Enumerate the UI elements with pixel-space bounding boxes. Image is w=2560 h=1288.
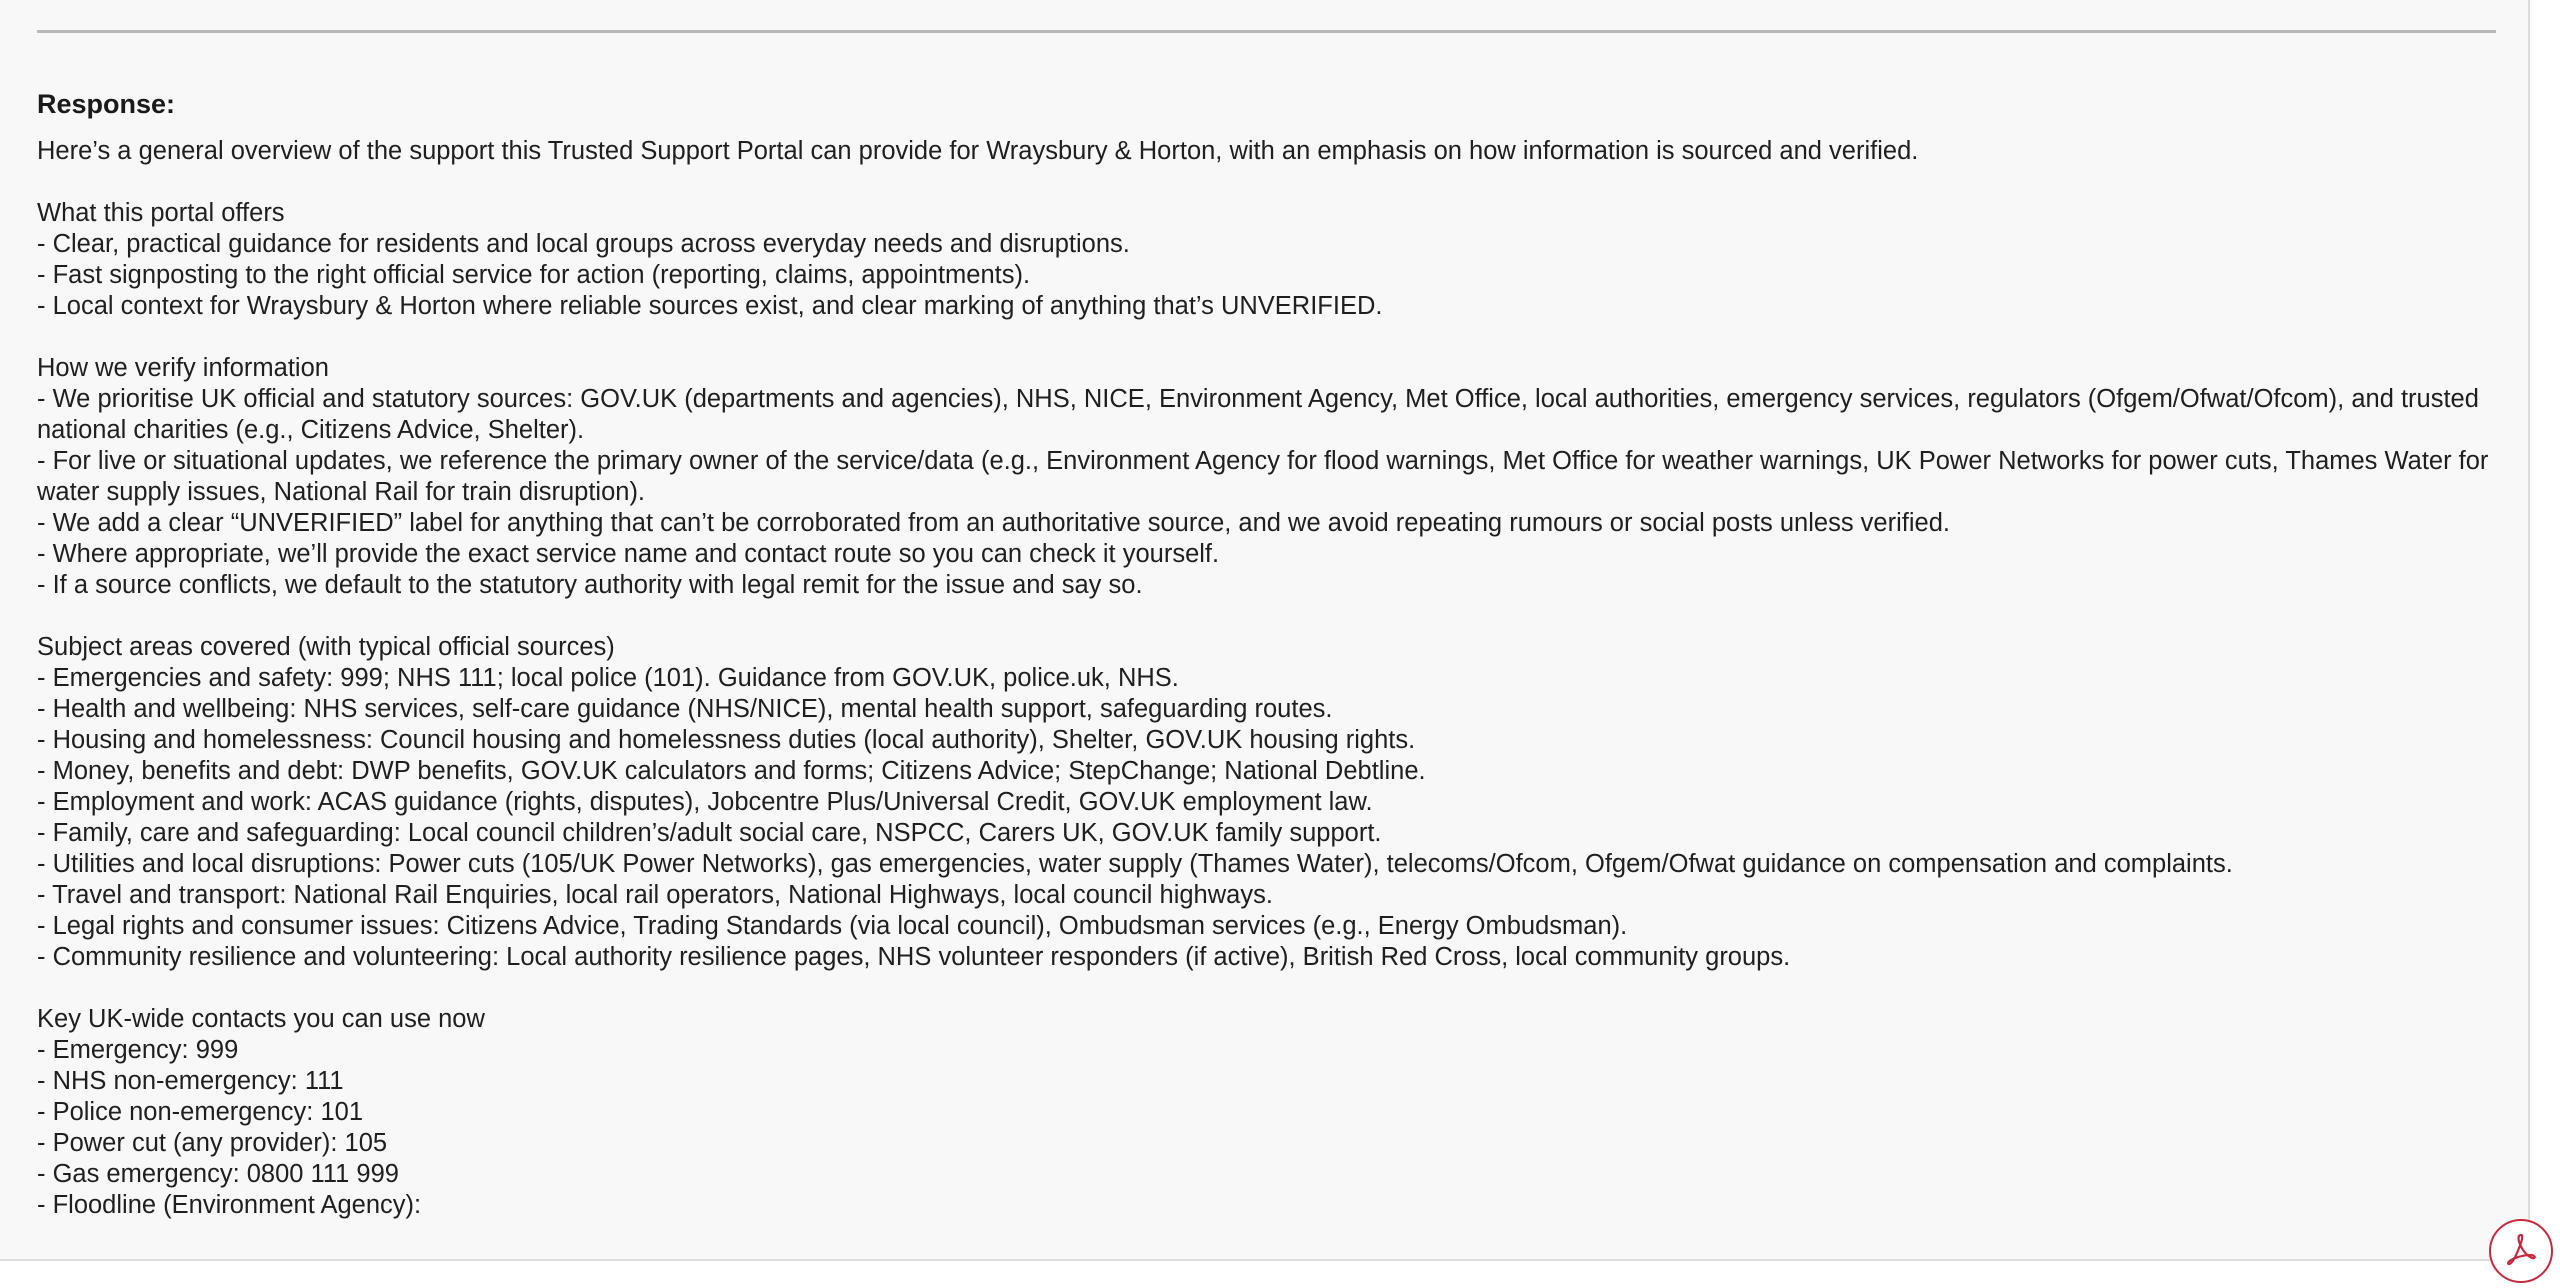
list-item: - If a source conflicts, we default to the statutory authority with legal remit for the issue and say so. xyxy=(37,571,1143,599)
response-content xyxy=(37,84,2507,1221)
list-item: - Emergencies and safety: 999; NHS 111; local police (101). Guidance from GOV.UK, police.uk, NHS. xyxy=(37,664,1179,692)
list-item: - Power cut (any provider): 105 xyxy=(37,1129,388,1157)
list-item: - Local context for Wraysbury & Horton where reliable sources exist, and clear marking of anything that’s UNVERIFIED. xyxy=(37,292,1383,320)
list-item: - Housing and homelessness: Council housing and homelessness duties (local authority), Shelter, GOV.UK housing rights. xyxy=(37,726,1416,754)
list-item: - Legal rights and consumer issues: Citizens Advice, Trading Standards (via local council), Ombudsman services (e.g., Energy Ombudsman). xyxy=(37,912,1628,940)
list-item: - Money, benefits and debt: DWP benefits, GOV.UK calculators and forms; Citizens Advice; StepChange; National Debtline. xyxy=(37,757,1426,785)
section-heading: What this portal offers xyxy=(37,199,285,227)
section-heading: Key UK-wide contacts you can use now xyxy=(37,1005,485,1033)
list-item: - NHS non-emergency: 111 xyxy=(37,1067,344,1095)
response-intro: Here’s a general overview of the support this Trusted Support Portal can provide for Wraysbury & Horton, with an emphasis on how information is sourced and verified. xyxy=(37,137,1919,165)
divider xyxy=(37,30,2496,33)
pdf-icon xyxy=(2501,1229,2541,1274)
list-item: - We add a clear “UNVERIFIED” label for anything that can’t be corroborated from an authoritative source, and we avoid repeating rumours or social posts unless verified. xyxy=(37,509,1950,537)
section-verify-information xyxy=(37,353,2507,601)
section-key-contacts xyxy=(37,1004,2507,1221)
section-subject-areas xyxy=(37,632,2507,973)
list-item: - Gas emergency: 0800 111 999 xyxy=(37,1160,399,1188)
section-portal-offers xyxy=(37,198,2507,322)
section-heading: Subject areas covered (with typical official sources) xyxy=(37,633,615,661)
response-title: Response: xyxy=(37,89,176,119)
list-item: - Employment and work: ACAS guidance (rights, disputes), Jobcentre Plus/Universal Credit, GOV.UK employment law. xyxy=(37,788,1373,816)
list-item: - Health and wellbeing: NHS services, self-care guidance (NHS/NICE), mental health support, safeguarding routes. xyxy=(37,695,1333,723)
list-item: - Family, care and safeguarding: Local council children’s/adult social care, NSPCC, Carers UK, GOV.UK family support. xyxy=(37,819,1382,847)
list-item: - Community resilience and volunteering: Local authority resilience pages, NHS volunteer responders (if active), British Red Cross, local community groups. xyxy=(37,943,1791,971)
list-item: - Where appropriate, we’ll provide the exact service name and contact route so you can check it yourself. xyxy=(37,540,1220,568)
list-item: - Fast signposting to the right official service for action (reporting, claims, appointments). xyxy=(37,261,1031,289)
list-item: - Clear, practical guidance for residents and local groups across everyday needs and disruptions. xyxy=(37,230,1130,258)
section-heading: How we verify information xyxy=(37,354,329,382)
list-item: - For live or situational updates, we reference the primary owner of the service/data (e.g., Environment Agency for flood warnings, Met Office for weather warnings, UK Power Networks for power cuts, Thames Water for water supply issues, National Rail for train disruption). xyxy=(37,447,2489,506)
list-item: - Floodline (Environment Agency): xyxy=(37,1191,422,1219)
list-item: - We prioritise UK official and statutory sources: GOV.UK (departments and agencies), NHS, NICE, Environment Agency, Met Office, local authorities, emergency services, regulators (Ofgem/Ofwat/Ofcom), and trusted national charities (e.g., Citizens Advice, Shelter). xyxy=(37,385,2479,444)
list-item: - Travel and transport: National Rail Enquiries, local rail operators, National Highways, local council highways. xyxy=(37,881,1273,909)
list-item: - Police non-emergency: 101 xyxy=(37,1098,364,1126)
pdf-export-button[interactable] xyxy=(2489,1219,2553,1283)
list-item: - Emergency: 999 xyxy=(37,1036,239,1064)
list-item: - Utilities and local disruptions: Power cuts (105/UK Power Networks), gas emergencies, water supply (Thames Water), telecoms/Ofcom, Ofgem/Ofwat guidance on compensation and complaints. xyxy=(37,850,2233,878)
